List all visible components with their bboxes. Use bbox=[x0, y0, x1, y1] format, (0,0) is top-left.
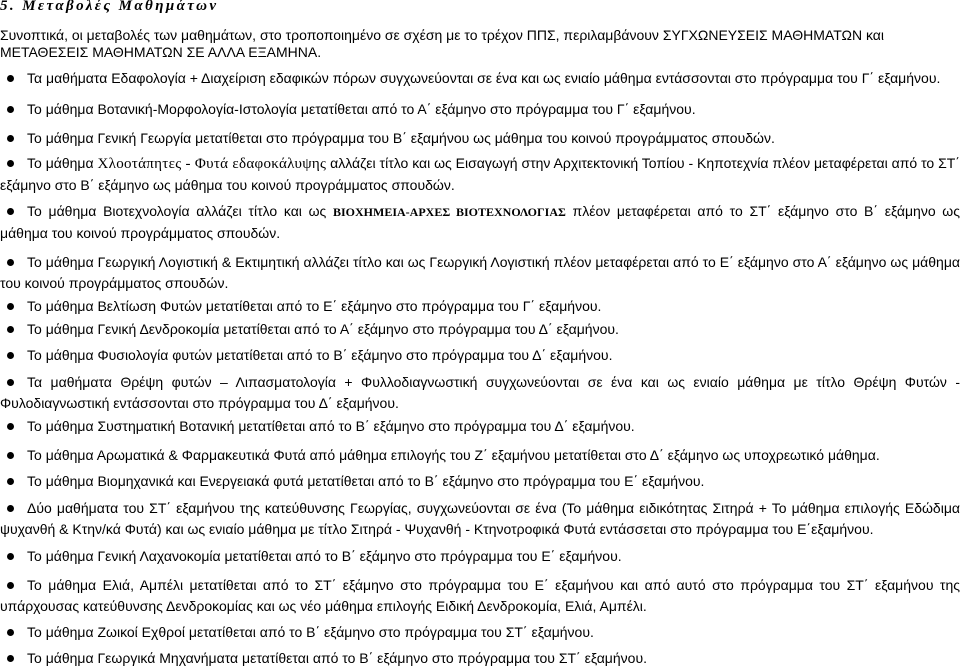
bullet-icon bbox=[7, 208, 14, 215]
bullet-icon bbox=[7, 423, 14, 430]
bullet-icon bbox=[7, 135, 14, 142]
list-item bbox=[0, 372, 960, 414]
bullet-icon bbox=[7, 629, 14, 636]
list-item bbox=[0, 416, 960, 437]
list-item-text: Το μάθημα Βοτανική-Μορφολογία-Ιστολογία μετατίθεται από το Α΄ εξάμηνο στο πρόγραμμα του Γ΄ εξαμήνου. bbox=[27, 101, 696, 117]
list-item bbox=[0, 575, 960, 617]
bullet-icon bbox=[7, 582, 14, 589]
list-item bbox=[0, 153, 960, 196]
list-item-text: Το μάθημα Γεωργική Λογιστική & Εκτιμητική αλλάζει τίτλο και ως Γεωργική Λογιστική πλέον μεταφέρεται από το Ε΄ εξάμηνο στο Α΄ εξάμηνο ως μάθημα του κοινού προγράμματος σπουδών. bbox=[0, 254, 960, 291]
bullet-icon bbox=[7, 106, 14, 113]
list-item-text-post: πλέον μεταφέρεται από το ΣΤ΄ εξάμηνο στο Β΄ εξάμηνο ως μάθημα του κοινού προγράμματος σπουδών. bbox=[0, 203, 960, 241]
list-item-text-post: αλλάζει τίτλο και ως Εισαγωγή στην Αρχιτεκτονική Τοπίου - Κηποτεχνία πλέον μεταφέρεται από το ΣΤ΄ εξάμηνο στο Β΄ εξάμηνο ως μάθημα του κοινού προγράμματος σπουδών. bbox=[0, 155, 960, 193]
list-item-text-pre: Το μάθημα Βιοτεχνολογία αλλάζει τίτλο και ως bbox=[27, 203, 333, 219]
bullet-icon bbox=[7, 352, 14, 359]
list-item-text: Το μάθημα Ελιά, Αμπέλι μετατίθεται από το ΣΤ΄ εξάμηνο στο πρόγραμμα του Ε΄ εξαμήνου και από αυτό στο πρόγραμμα του ΣΤ΄ εξαμήνου της υπάρχουσας κατεύθυνσης Δενδροκομίας και ως νέο μάθημα επιλογής Ειδική Δενδροκομία, Ελιά, Αμπέλι. bbox=[0, 577, 960, 614]
list-item-text: Το μάθημα Γενική Γεωργία μετατίθεται στο πρόγραμμα του Β΄ εξαμήνου ως μάθημα του κοινού προγράμματος σπουδών. bbox=[27, 130, 775, 146]
bullet-icon bbox=[7, 326, 14, 333]
bullet-icon bbox=[7, 160, 14, 167]
list-item-text: Τα μαθήματα Εδαφολογία + Διαχείριση εδαφικών πόρων συγχωνεύονται σε ένα και ως ενιαίο μάθημα εντάσσονται στο πρόγραμμα του Γ΄ εξαμήνου. bbox=[27, 70, 941, 86]
bullet-icon bbox=[7, 553, 14, 560]
course-title: Χλοοτάπητες - Φυτά εδαφοκάλυψης bbox=[97, 156, 327, 172]
list-item-text bbox=[0, 201, 960, 244]
bullet-icon bbox=[7, 655, 14, 662]
list-item bbox=[0, 128, 960, 149]
section-heading: 5. Μεταβολές Μαθημάτων bbox=[0, 0, 219, 14]
list-item-text: Το μάθημα Γεωργικά Μηχανήματα μετατίθεται από το Β΄ εξάμηνο στο πρόγραμμα του ΣΤ΄ εξαμήνου. bbox=[27, 650, 647, 666]
list-item-text-pre: Το μάθημα bbox=[27, 155, 98, 171]
list-item-text: Το μάθημα Φυσιολογία φυτών μετατίθεται από το Β΄ εξάμηνο στο πρόγραμμα του Δ΄ εξαμήνου. bbox=[27, 347, 613, 363]
bullet-icon bbox=[7, 303, 14, 310]
list-item bbox=[0, 68, 960, 89]
list-item bbox=[0, 201, 960, 244]
list-item-text: Το μάθημα Γενική Δενδροκομία μετατίθεται από το Α΄ εξάμηνο στο πρόγραμμα του Δ΄ εξαμήνου. bbox=[27, 321, 619, 337]
bullet-icon bbox=[7, 259, 14, 266]
bullet-icon bbox=[7, 505, 14, 512]
list-item-text bbox=[0, 153, 960, 196]
bullet-icon bbox=[7, 75, 14, 82]
list-item bbox=[0, 622, 960, 643]
list-item bbox=[0, 99, 960, 120]
bullet-icon bbox=[7, 379, 14, 386]
list-item-text: Το μάθημα Αρωματικά & Φαρμακευτικά Φυτά από μάθημα επιλογής του Ζ΄ εξαμήνου μετατίθεται στο Δ΄ εξάμηνο ως υποχρεωτικό μάθημα. bbox=[27, 447, 880, 463]
bullet-icon bbox=[7, 452, 14, 459]
list-item-text: Το μάθημα Συστηματική Βοτανική μετατίθεται από το Β΄ εξάμηνο στο πρόγραμμα του Δ΄ εξαμήνου. bbox=[27, 418, 635, 434]
list-item-text: Το μάθημα Βελτίωση Φυτών μετατίθεται από το Ε΄ εξάμηνο στο πρόγραμμα του Γ΄ εξαμήνου. bbox=[27, 298, 602, 314]
list-item bbox=[0, 345, 960, 366]
list-item bbox=[0, 296, 960, 317]
list-item-text: Το μάθημα Ζωικοί Εχθροί μετατίθεται από το Β΄ εξάμηνο στο πρόγραμμα του ΣΤ΄ εξαμήνου. bbox=[27, 624, 594, 640]
list-item bbox=[0, 319, 960, 340]
list-item bbox=[0, 445, 960, 466]
bullet-icon bbox=[7, 478, 14, 485]
list-item-text: Το μάθημα Βιομηχανικά και Ενεργειακά φυτά μετατίθεται από το Β΄ εξάμηνο στο πρόγραμμα του Ε΄ εξαμήνου. bbox=[27, 473, 705, 489]
list-item bbox=[0, 471, 960, 492]
list-item bbox=[0, 546, 960, 567]
list-item-text: Τα μαθήματα Θρέψη φυτών – Λιπασματολογία + Φυλλοδιαγνωστική συγχωνεύονται σε ένα και ως ενιαίο μάθημα με τίτλο Θρέψη Φυτών - Φυλοδιαγνωστική εντάσσονται στο πρόγραμμα του Δ΄ εξαμήνου. bbox=[0, 374, 960, 411]
intro-paragraph: Συνοπτικά, οι μεταβολές των μαθημάτων, στο τροποποιημένο σε σχέση με το τρέχον ΠΠΣ, περιλαμβάνουν ΣΥΓΧΩΝΕΥΣΕΙΣ ΜΑΘΗΜΑΤΩΝ και ΜΕΤΑΘΕΣΕΙΣ ΜΑΘΗΜΑΤΩΝ ΣΕ ΑΛΛΑ ΕΞΑΜΗΝΑ. bbox=[0, 27, 885, 60]
list-item-text: Δύο μαθήματα του ΣΤ΄ εξαμήνου της κατεύθυνσης Γεωργίας, συγχωνεύονται σε ένα (Το μάθημα ειδικότητας Σιτηρά + Το μάθημα επιλογής Εδώδιμα ψυχανθή & Κτην/κά Φυτά) και ως ενιαίο μάθημα με τίτλο Σιτηρά - Ψυχανθή - Κτηνοτροφικά Φυτά εντάσσεται στο πρόγραμμα του Ε΄εξαμήνου. bbox=[0, 500, 960, 537]
list-item bbox=[0, 252, 960, 294]
list-item bbox=[0, 498, 960, 540]
list-item-text: Το μάθημα Γενική Λαχανοκομία μετατίθεται από το Β΄ εξάμηνο στο πρόγραμμα του Ε΄ εξαμήνου. bbox=[27, 548, 622, 564]
course-title: ΒΙΟΧΗΜΕΙΑ-ΑΡΧΕΣ ΒΙΟΤΕΧΝΟΛΟΓΙΑΣ bbox=[332, 205, 566, 219]
